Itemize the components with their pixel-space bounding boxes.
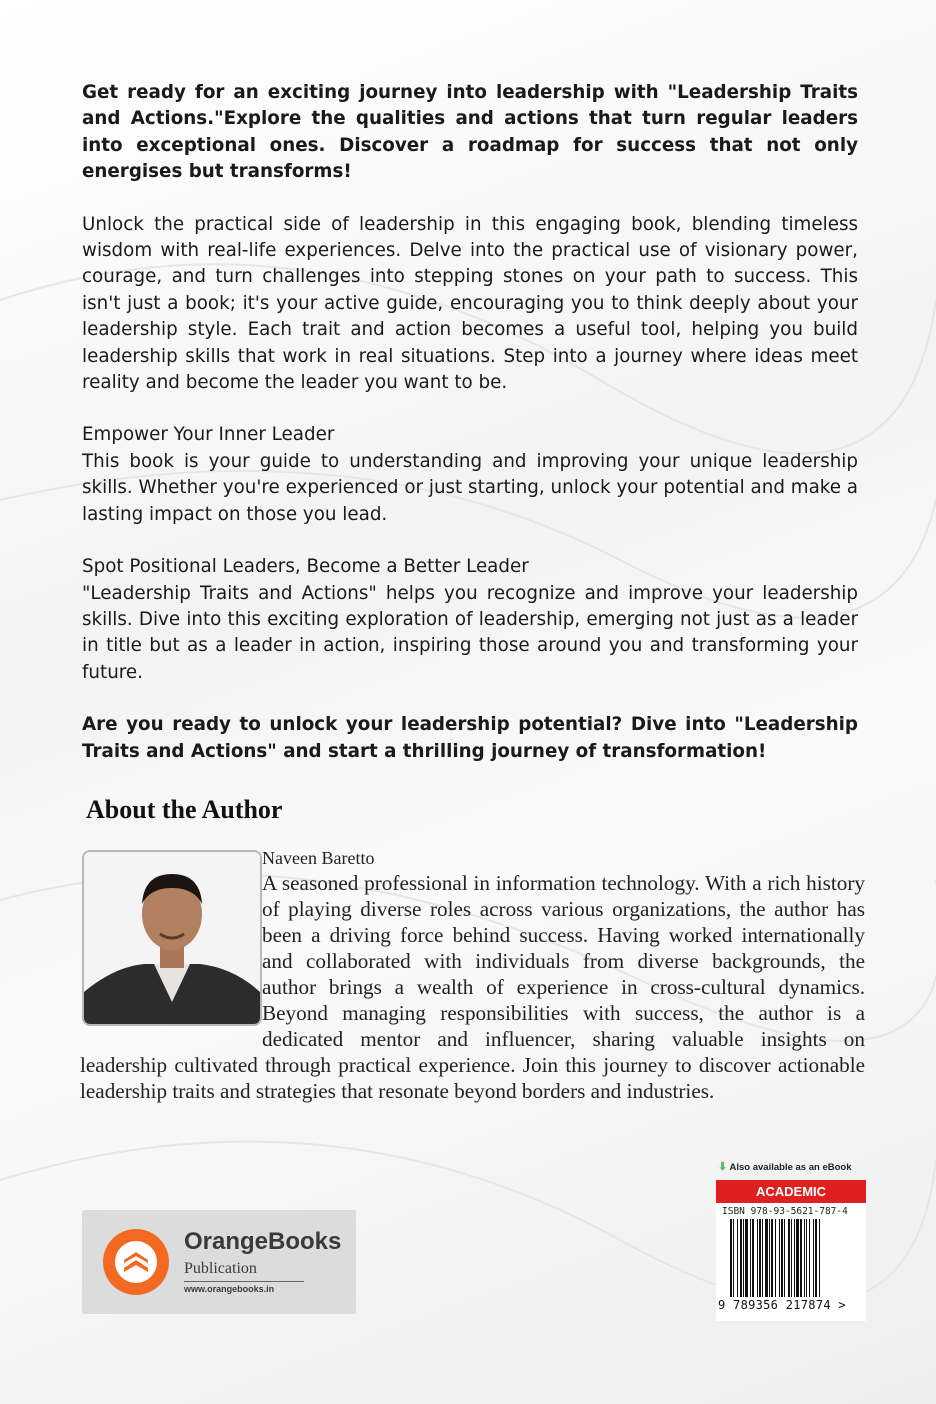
barcode-bar	[752, 1219, 754, 1297]
barcode-bar	[750, 1219, 751, 1297]
section-text: This book is your guide to understanding and improving your unique leadership skills. Whether you're experienced or just starting, unlock your potential and make a lasting impact on those you lead.	[82, 450, 858, 525]
author-bio	[80, 870, 865, 1104]
barcode-bar	[769, 1219, 770, 1297]
intro-paragraph: Get ready for an exciting journey into leadership with "Leadership Traits and Actions."Explore the qualities and actions that turn regular leaders into exceptional ones. Discover a roadmap for success that not only energises but transforms!	[82, 82, 858, 183]
ebook-note	[718, 1160, 852, 1173]
barcode-bar	[740, 1219, 742, 1297]
section-heading: Spot Positional Leaders, Become a Better Leader	[82, 556, 529, 578]
description	[82, 80, 858, 765]
barcode-bar	[788, 1219, 790, 1297]
barcode-bar	[813, 1219, 814, 1297]
barcode-bar	[791, 1219, 792, 1297]
publisher-divider	[184, 1281, 304, 1282]
publisher-icon	[90, 1210, 180, 1314]
publisher-subtitle: Publication	[184, 1260, 257, 1277]
barcode-bar	[794, 1219, 795, 1297]
barcode-bar	[781, 1219, 783, 1297]
barcode-bars	[716, 1217, 866, 1307]
body-paragraph: Unlock the practical side of leadership in this engaging book, blending timeless wisdom with real-life experiences. Delve into the practical use of visionary power, courage, and turn challenges into stepping stones on your path to success. This isn't just a book; it's your active guide, encouraging you to think deeply about your leadership style. Each trait and action becomes a useful tool, helping you build leadership skills that work in real situations. Step into a journey where ideas meet reality and become the leader you want to be.	[82, 213, 858, 394]
section-spot	[82, 554, 858, 686]
isbn-label: ISBN 978-93-5621-787-4	[722, 1206, 848, 1217]
about-title: About the Author	[86, 795, 283, 824]
barcode-bar	[804, 1219, 805, 1297]
barcode-bar	[765, 1219, 768, 1297]
barcode-bar	[737, 1219, 738, 1297]
barcode-bar	[733, 1219, 734, 1297]
publisher-logo	[82, 1210, 356, 1314]
barcode-bar	[771, 1219, 773, 1297]
barcode-bar	[806, 1219, 807, 1297]
publisher-name: OrangeBooks	[184, 1228, 342, 1255]
barcode-bar	[796, 1219, 799, 1297]
barcode-bar	[809, 1219, 810, 1297]
barcode-bar	[815, 1219, 817, 1297]
barcode-bar	[784, 1219, 785, 1297]
barcode-bar	[775, 1219, 776, 1297]
isbn-barcode	[716, 1203, 866, 1321]
closing-paragraph: Are you ready to unlock your leadership potential? Dive into "Leadership Traits and Actions" and start a thrilling journey of transformation!	[82, 714, 858, 762]
barcode-bar	[759, 1219, 761, 1297]
barcode-bar	[819, 1219, 820, 1297]
barcode-bar	[779, 1219, 780, 1297]
publisher-url: www.orangebooks.in	[184, 1284, 275, 1294]
barcode-bar	[730, 1219, 732, 1297]
barcode-bar	[743, 1219, 744, 1297]
section-empower	[82, 422, 858, 528]
section-text: "Leadership Traits and Actions" helps you recognize and improve your leadership skills. Dive into this exciting exploration of leadership, emerging not just as a leader in title but as a leader in action, inspiring those around you and transforming your future.	[82, 582, 858, 683]
barcode-bar	[757, 1219, 758, 1297]
barcode-bar	[762, 1219, 763, 1297]
category-badge: ACADEMIC	[716, 1180, 866, 1203]
download-arrow-icon: ⬇	[718, 1161, 728, 1173]
author-name: Naveen Baretto	[262, 848, 375, 868]
author-bio-text: A seasoned professional in information technology. With a rich history of playing diverse roles across various organizations, the author has been a driving force behind success. Having worked internationally and collaborated with individuals from diverse backgrounds, the author brings a wealth of experience in cross-cultural dynamics. Beyond managing responsibilities with success, the author is a dedicated mentor and influencer, sharing valuable insights on leadership cultivated through practical experience. Join this journey to discover actionable leadership traits and strategies that resonate beyond borders and industries.	[80, 871, 865, 1103]
barcode-bar	[800, 1219, 802, 1297]
section-heading: Empower Your Inner Leader	[82, 424, 335, 446]
ebook-text: Also available as an eBook	[729, 1162, 852, 1173]
barcode-bar	[745, 1219, 748, 1297]
isbn-digits: 9 789356 217874 >	[718, 1298, 846, 1312]
